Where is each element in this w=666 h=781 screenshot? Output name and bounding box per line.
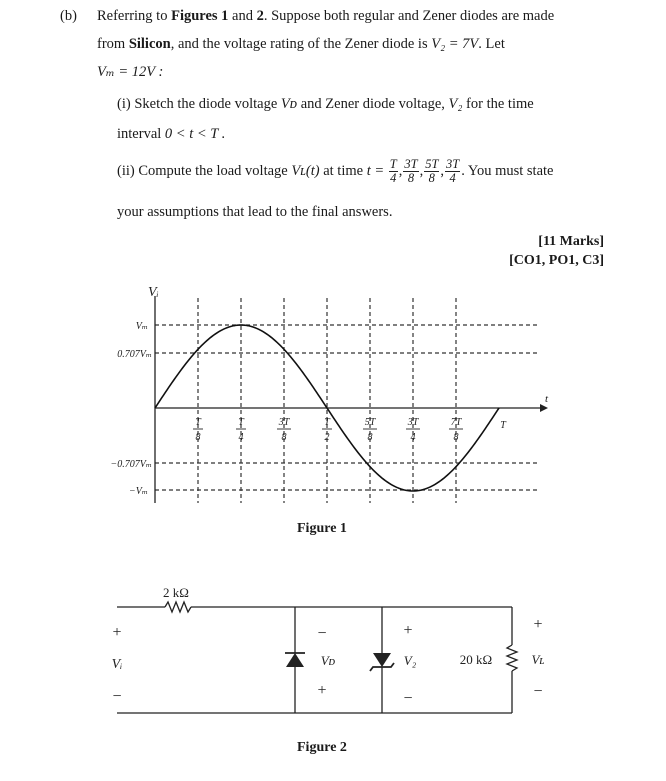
- text-fragment: interval: [117, 126, 162, 142]
- y-label-neg-vm: −Vₘ: [129, 486, 148, 497]
- diode-symbol: [286, 653, 304, 667]
- marks-label: [11 Marks]: [538, 234, 604, 249]
- text-fragment: . Let: [478, 36, 505, 52]
- text-fragment: and: [228, 8, 257, 24]
- assumptions-line: your assumptions that lead to the final answers.: [117, 204, 393, 220]
- tick-den: 8: [453, 432, 459, 443]
- r2-label: 20 kΩ: [459, 652, 493, 667]
- vi-plus: +: [112, 624, 122, 641]
- tick-num: T: [238, 417, 244, 428]
- vl-minus: −: [533, 683, 543, 700]
- t-equals: t =: [366, 162, 385, 179]
- tick-den: 2: [324, 432, 330, 443]
- zener-diode-symbol: [373, 653, 391, 667]
- resistor-2k: [165, 602, 191, 612]
- part-label: (ii): [117, 162, 135, 179]
- tick-den: 8: [195, 432, 201, 443]
- tick-num: T: [324, 417, 330, 428]
- text-fragment: . Suppose both regular and Zener diodes are made: [263, 8, 555, 24]
- text-fragment: Referring to: [97, 8, 172, 24]
- part-ii: (ii) Compute the load voltage Vʟ(t) at time t = $\frac{T}{4}$ , $\frac{3T}{8}$ , $\frac{5T}{8}$ , $\frac{3T}{4}$ . You must state: [117, 157, 554, 185]
- vi-label: Vᵢ: [111, 657, 123, 672]
- tick-num: T: [195, 417, 201, 428]
- frac-den: 4: [449, 171, 456, 185]
- t-axis-arrow: [540, 404, 548, 412]
- text-fragment: Compute the load voltage: [138, 162, 288, 179]
- frac-den: 4: [390, 171, 397, 185]
- frac-den: 8: [407, 171, 415, 185]
- part-i: [117, 96, 534, 113]
- figure-2-circuit: [0, 585, 666, 735]
- vd-label: Vᴅ: [320, 653, 336, 668]
- question-line-1: [60, 8, 77, 25]
- text-fragment: . You must state: [461, 162, 554, 179]
- vi-minus: −: [112, 688, 122, 705]
- y-label-neg-0707vm: −0.707Vₘ: [110, 459, 152, 470]
- question-line-2: [97, 36, 505, 53]
- time-fraction: [445, 158, 460, 185]
- question-line-1-text: [97, 8, 554, 25]
- time-fraction: [424, 158, 439, 185]
- time-fraction: [403, 158, 418, 185]
- part-label: (i): [117, 96, 131, 112]
- tick-den: 4: [238, 432, 244, 443]
- vl-label: Vʟ: [531, 652, 545, 667]
- tick-num: 7T: [450, 417, 462, 428]
- figure-1-waveform: [0, 278, 666, 508]
- question-label: (b): [60, 8, 77, 24]
- text-fragment: , and the voltage rating of the Zener diode is: [170, 36, 428, 52]
- text-fragment: for the time: [466, 96, 534, 112]
- frac-num: 3T: [404, 157, 418, 171]
- frac-den: 8: [428, 171, 435, 185]
- tick-num: 3T: [407, 417, 419, 428]
- vd-symbol: Vᴅ: [280, 96, 298, 112]
- tick-num: 3T: [278, 417, 290, 428]
- frac-num: 5T: [425, 157, 439, 171]
- frac-num: T: [389, 157, 397, 171]
- zener-rating: V₂ = 7V: [431, 36, 479, 52]
- tick-num: 5T: [364, 417, 376, 428]
- figure-1-caption: Figure 1: [297, 521, 347, 536]
- figure-ref: 2: [256, 8, 264, 24]
- course-outcome-label: [CO1, PO1, C3]: [509, 253, 604, 268]
- y-label-vm: Vₘ: [135, 321, 148, 332]
- text-fragment: Sketch the diode voltage: [134, 96, 278, 112]
- y-label-0707vm: 0.707Vₘ: [117, 349, 152, 360]
- vl-symbol: Vʟ(t): [291, 162, 320, 179]
- time-fraction: [389, 158, 398, 185]
- text-fragment: at time: [323, 162, 364, 179]
- tick-den: 4: [410, 432, 416, 443]
- tick-den: 8: [367, 432, 373, 443]
- tick-num: T: [500, 420, 506, 431]
- vd-plus: +: [317, 682, 327, 699]
- resistor-20k: [507, 645, 517, 671]
- vm-definition: Vₘ = 12V :: [97, 64, 164, 80]
- interval-expression: 0 < t < T .: [164, 126, 226, 142]
- text-fragment: from: [97, 36, 129, 52]
- interval-line: [117, 126, 225, 143]
- frac-num: 3T: [446, 157, 460, 171]
- vd-minus: −: [317, 625, 327, 642]
- figure-ref: Figures 1: [171, 8, 229, 24]
- tick-den: 8: [281, 432, 287, 443]
- material: Silicon: [128, 36, 171, 52]
- r1-label: 2 kΩ: [163, 585, 189, 600]
- vz-symbol: V₂: [448, 96, 463, 112]
- vl-plus: +: [533, 616, 543, 633]
- text-fragment: and Zener diode voltage,: [300, 96, 445, 112]
- vi-axis-label: Vᵢ: [148, 285, 159, 300]
- vz-minus: −: [403, 690, 413, 707]
- vz-label: V₂: [403, 653, 417, 668]
- t-axis-label: t: [545, 393, 549, 405]
- vz-plus: +: [403, 622, 413, 639]
- figure-2-caption: Figure 2: [297, 740, 347, 755]
